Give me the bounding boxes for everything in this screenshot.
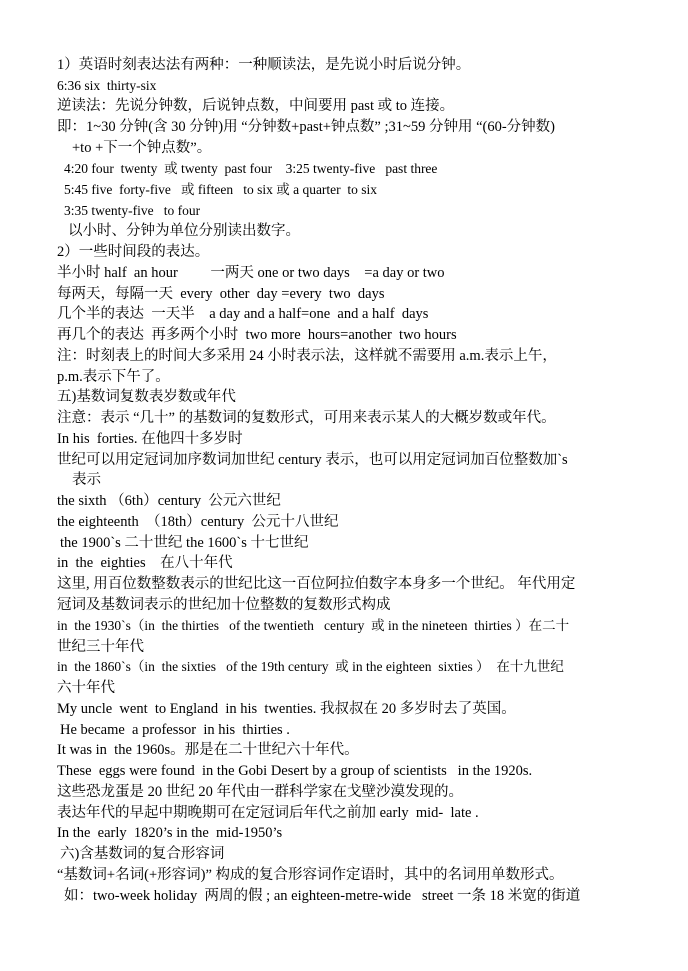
doc-line-25: in the eighties 在八十年代 — [57, 555, 233, 571]
doc-line-1: 1）英语时刻表达法有两种：一种顺读法，是先说小时后说分钟。 — [57, 57, 471, 73]
doc-line-4: 即：1~30 分钟(含 30 分钟)用 “分钟数+past+钟点数” ;31~59 分钟用 “(60-分钟数) — [57, 119, 556, 135]
doc-line-37: 表达年代的早起中期晚期可在定冠词后年代之前加 early mid- late . — [57, 805, 479, 821]
doc-line-29: 世纪三十年代 — [57, 639, 144, 655]
doc-line-26: 这里, 用百位数整数表示的世纪比这一百位阿拉伯数字本身多一个世纪。 年代用定 — [57, 576, 576, 592]
doc-line-28: in the 1930`s（in the thirties of the twentieth century 或 in the nineteen thirties ）在二十 — [57, 618, 570, 633]
doc-line-17: 五)基数词复数表岁数或年代 — [57, 389, 236, 405]
doc-line-3: 逆读法：先说分钟数，后说钟点数，中间要用 past 或 to 连接。 — [57, 98, 455, 114]
doc-line-35: These eggs were found in the Gobi Desert by a group of scientists in the 1920s. — [57, 763, 533, 779]
doc-line-22: the sixth （6th）century 公元六世纪 — [57, 493, 281, 509]
doc-line-5: +to +下一个钟点数”。 — [72, 140, 212, 156]
doc-line-32: My uncle went to England in his twenties. 我叔叔在 20 多岁时去了英国。 — [57, 701, 516, 717]
doc-line-41: 如：two-week holiday 两周的假 ; an eighteen-metre-wide street 一条 18 米宽的街道 — [64, 888, 581, 904]
doc-line-40: “基数词+名词(+形容词)” 构成的复合形容词作定语时，其中的名词用单数形式。 — [57, 867, 564, 883]
doc-line-19: In his forties. 在他四十多岁时 — [57, 431, 243, 447]
doc-line-9: 以小时、分钟为单位分别读出数字。 — [68, 223, 300, 239]
doc-line-39: 六)含基数词的复合形容词 — [60, 846, 225, 862]
doc-line-16: p.m.表示下午了。 — [57, 369, 170, 385]
doc-line-20: 世纪可以用定冠词加序数词加世纪 century 表示，也可以用定冠词加百位整数加`s — [57, 452, 568, 468]
doc-line-2: 6:36 six thirty-six — [57, 78, 157, 93]
doc-line-24: the 1900`s 二十世纪 the 1600`s 十七世纪 — [60, 535, 309, 551]
doc-line-23: the eighteenth （18th）century 公元十八世纪 — [57, 514, 339, 530]
doc-line-15: 注：时刻表上的时间大多采用 24 小时表示法，这样就不需要用 a.m.表示上午， — [57, 348, 557, 364]
doc-line-11: 半小时 half an hour 一两天 one or two days =a day or two — [57, 265, 445, 281]
doc-line-21: 表示 — [72, 472, 101, 488]
doc-line-10: 2）一些时间段的表达。 — [57, 244, 210, 260]
doc-line-31: 六十年代 — [57, 680, 115, 696]
doc-line-30: in the 1860`s（in the sixties of the 19th century 或 in the eighteen sixties ） 在十九世纪 — [57, 659, 564, 674]
doc-line-38: In the early 1820’s in the mid-1950’s — [57, 825, 283, 841]
doc-line-27: 冠词及基数词表示的世纪加十位整数的复数形式构成 — [57, 597, 391, 613]
doc-line-12: 每两天，每隔一天 every other day =every two days — [57, 286, 385, 302]
doc-line-33: He became a professor in his thirties . — [60, 722, 290, 738]
doc-line-7: 5:45 five forty-five 或 fifteen to six 或 a quarter to six — [64, 182, 378, 197]
doc-line-13: 几个半的表达 一天半 a day and a half=one and a half days — [57, 306, 429, 322]
doc-line-34: It was in the 1960s。那是在二十世纪六十年代。 — [57, 742, 359, 758]
doc-line-6: 4:20 four twenty 或 twenty past four 3:25 twenty-five past three — [64, 161, 438, 176]
doc-line-36: 这些恐龙蛋是 20 世纪 20 年代由一群科学家在戈壁沙漠发现的。 — [57, 784, 463, 800]
doc-line-8: 3:35 twenty-five to four — [64, 203, 201, 218]
doc-line-18: 注意：表示 “几十” 的基数词的复数形式，可用来表示某人的大概岁数或年代。 — [57, 410, 556, 426]
doc-line-14: 再几个的表达 再多两个小时 two more hours=another two hours — [57, 327, 457, 343]
